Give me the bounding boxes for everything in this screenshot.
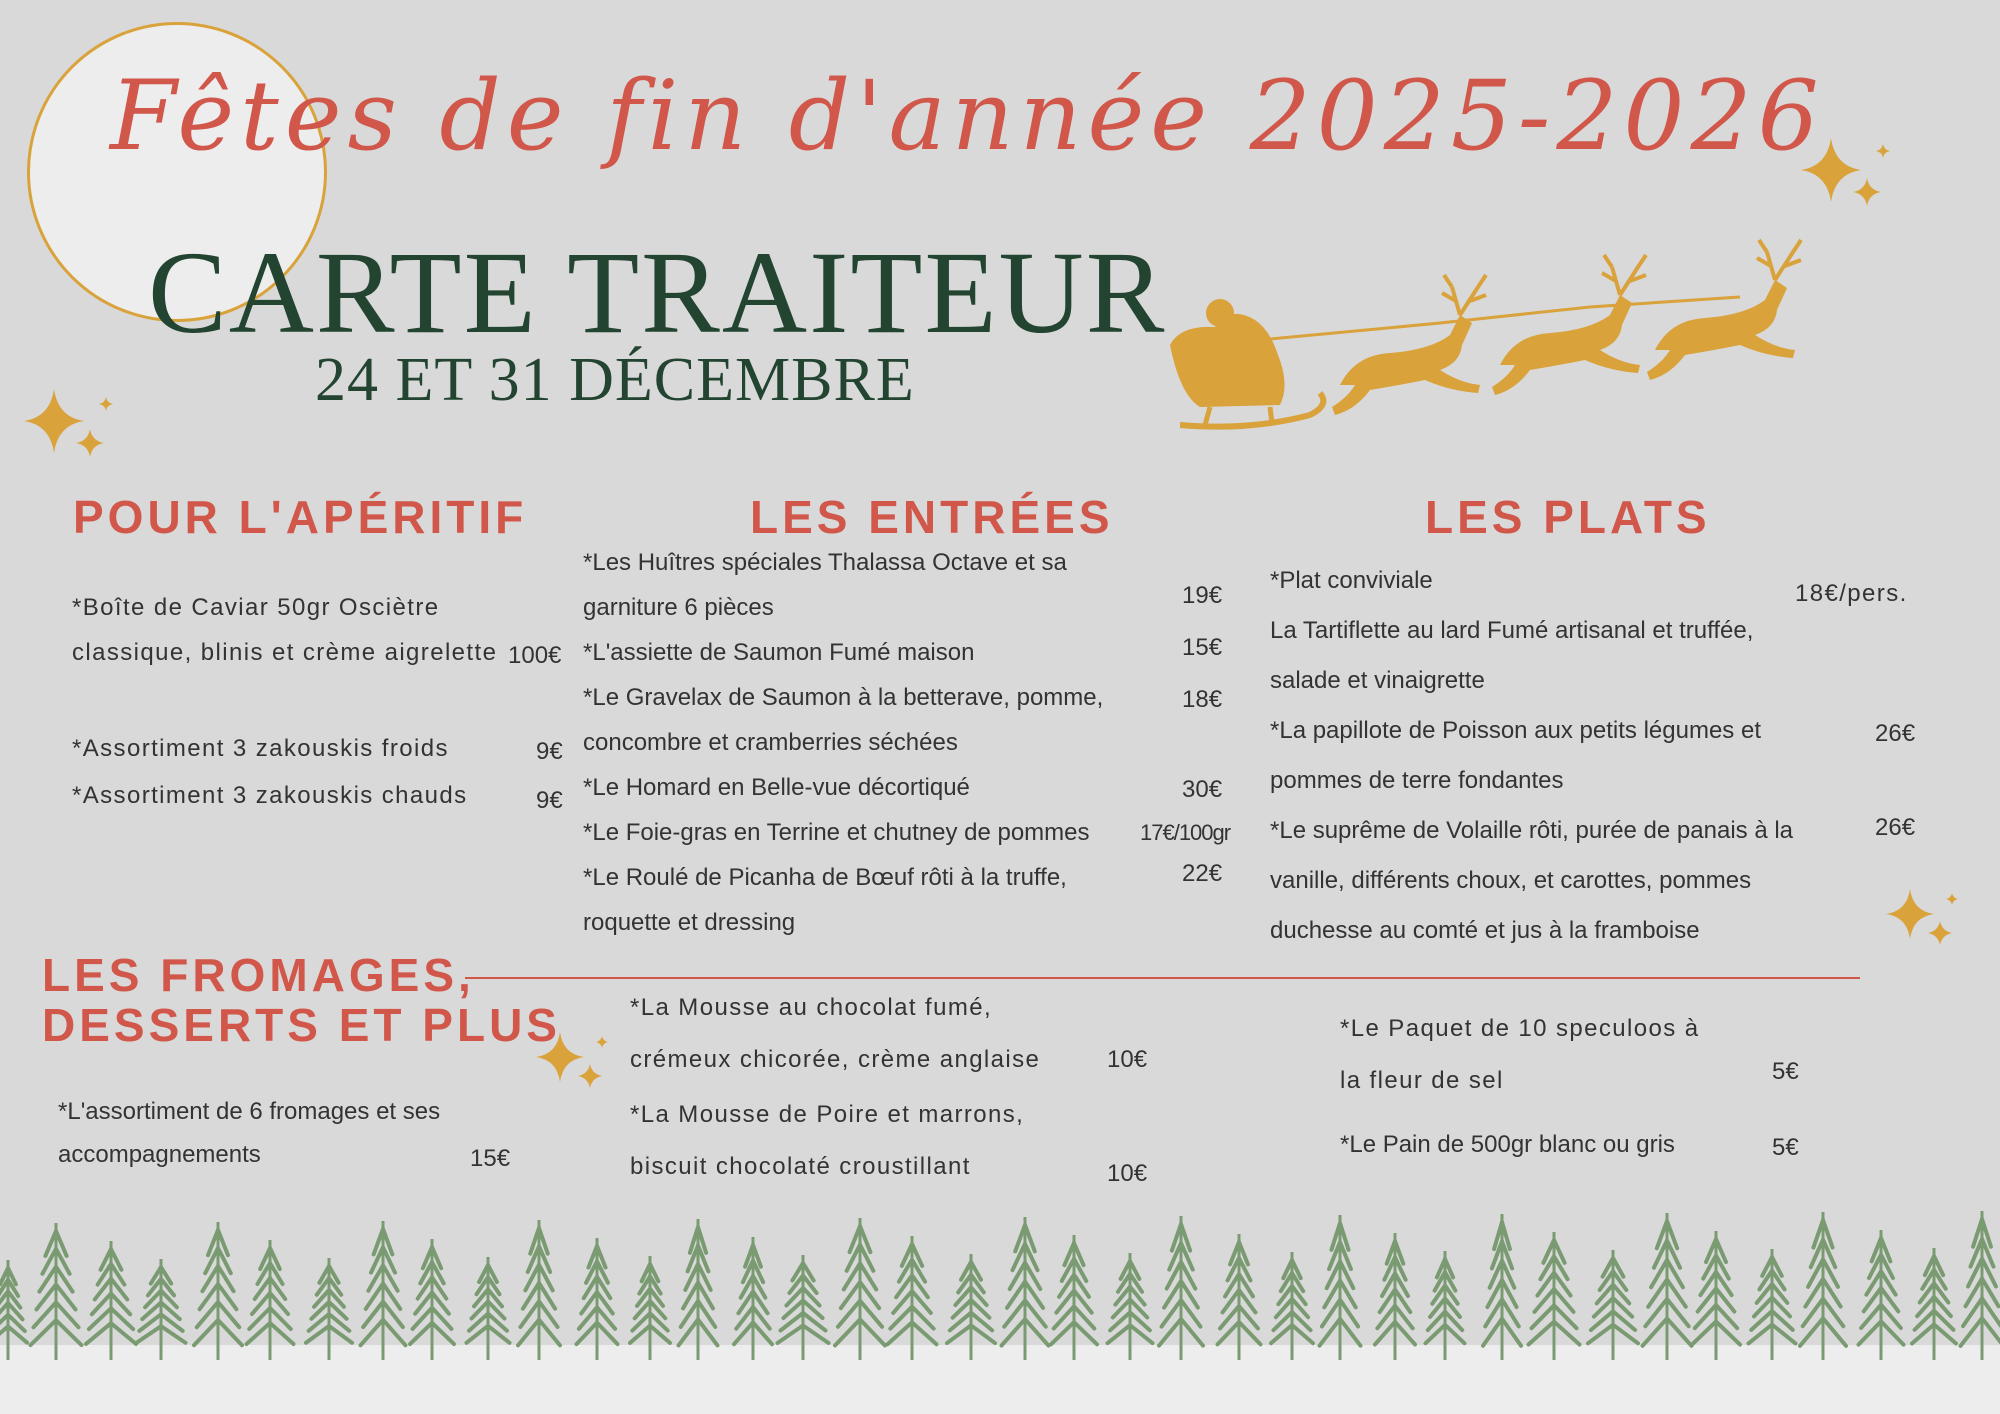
list-item: *Assortiment 3 zakouskis froids xyxy=(72,735,449,762)
pine-tree-icon xyxy=(1859,1230,1904,1360)
pine-tree-icon xyxy=(835,1218,885,1360)
script-title: Fêtes de fin d'année 2025-2026 xyxy=(110,60,1825,172)
pine-tree-icon xyxy=(137,1259,186,1360)
pine-tree-icon xyxy=(1483,1214,1521,1360)
item-price: 10€ xyxy=(1107,1160,1148,1187)
pine-tree-icon xyxy=(518,1220,560,1360)
list-item: *Assortiment 3 zakouskis chauds xyxy=(72,782,468,809)
pine-tree-icon xyxy=(1912,1248,1956,1360)
pine-tree-icon xyxy=(630,1256,670,1360)
pine-tree-icon xyxy=(1375,1233,1415,1360)
item-price: 17€/100gr xyxy=(1140,820,1231,845)
sparkle-icon xyxy=(1882,885,1962,955)
item-price: 9€ xyxy=(536,738,563,765)
list-item: *La Mousse au chocolat fumé, crémeux chicorée, crème anglaise xyxy=(630,994,1041,1073)
pine-tree-icon xyxy=(1749,1249,1796,1360)
pine-tree-icon xyxy=(1159,1216,1203,1360)
pine-tree-icon xyxy=(1271,1252,1313,1360)
pine-tree-icon xyxy=(1218,1234,1261,1360)
entrees-title: LES ENTRÉES xyxy=(750,491,1114,543)
item-price: 19€ xyxy=(1182,582,1223,609)
item-price: 5€ xyxy=(1772,1058,1799,1085)
pine-tree-icon xyxy=(1002,1217,1049,1360)
item-price: 15€ xyxy=(470,1145,511,1172)
section-divider xyxy=(465,977,1860,979)
pine-tree-icon xyxy=(1051,1235,1097,1360)
item-price: 18€/pers. xyxy=(1795,580,1908,607)
pine-tree-icon xyxy=(467,1257,510,1360)
list-item: *Boîte de Caviar 50gr Osciètre classique, blinis et crème aigrelette xyxy=(72,594,498,666)
list-item: *Les Huîtres spéciales Thalassa Octave et sa garniture 6 pièces *L'assiette de Saumon Fumé maison *Le Gravelax de Saumon à la betterave, pomme, concombre et cramberries séchées *Le Homard en Belle-vue décortiqué *Le Foie-gras en Terrine et chutney de pommes *Le Roulé de Picanha de Bœuf rôti à la truffe, roquette et dressing xyxy=(583,549,1104,936)
pine-tree-icon xyxy=(1529,1232,1580,1360)
sparkle-icon xyxy=(1795,130,1895,220)
item-price: 30€ xyxy=(1182,776,1223,803)
pine-tree-icon xyxy=(1426,1251,1465,1360)
item-price: 9€ xyxy=(536,787,563,814)
page-subtitle: 24 ET 31 DÉCEMBRE xyxy=(315,346,915,414)
pine-tree-icon xyxy=(1961,1211,2000,1360)
item-price: 26€ xyxy=(1875,814,1916,841)
list-item: *La Mousse de Poire et marrons, biscuit chocolaté croustillant xyxy=(630,1101,1025,1180)
list-item: *Le Pain de 500gr blanc ou gris xyxy=(1340,1131,1675,1158)
sparkle-icon xyxy=(20,385,120,475)
pine-tree-icon xyxy=(1643,1213,1692,1360)
pine-tree-icon xyxy=(1800,1212,1846,1360)
page-title: CARTE TRAITEUR xyxy=(148,227,1167,358)
item-price: 22€ xyxy=(1182,860,1223,887)
item-price: 15€ xyxy=(1182,634,1223,661)
item-price: 10€ xyxy=(1107,1046,1148,1073)
list-item: *Le Paquet de 10 speculoos à la fleur de sel xyxy=(1340,1015,1700,1094)
pine-tree-icon xyxy=(679,1219,718,1360)
pine-tree-icon xyxy=(410,1239,454,1360)
pine-tree-icon xyxy=(778,1255,829,1360)
pine-tree-icon xyxy=(306,1258,352,1360)
pine-tree-icon xyxy=(0,1260,27,1360)
pine-tree-icon xyxy=(31,1223,82,1360)
plats-title: LES PLATS xyxy=(1425,491,1711,543)
item-price: 18€ xyxy=(1182,686,1223,713)
item-price: 26€ xyxy=(1875,720,1916,747)
list-item: *Plat conviviale La Tartiflette au lard Fumé artisanal et truffée, salade et vinaigrette *La papillote de Poisson aux petits légumes et pommes de terre fondantes *Le suprême de Volaille rôti, purée de panais à la vanille, différents choux, et carottes, pommes duchesse au comté et jus à la framboise xyxy=(1270,567,1794,944)
item-price: 5€ xyxy=(1772,1134,1799,1161)
pine-tree-icon xyxy=(577,1238,618,1360)
pine-tree-icon xyxy=(888,1236,937,1360)
fromages-title: LES FROMAGES, DESSERTS ET PLUS xyxy=(42,949,561,1051)
pine-tree-icon xyxy=(247,1240,294,1360)
pine-tree-icon xyxy=(1588,1250,1638,1360)
aperitif-title: POUR L'APÉRITIF xyxy=(73,491,528,543)
pine-tree-icon xyxy=(86,1241,136,1360)
pine-tree-icon xyxy=(1108,1253,1153,1360)
list-item: *L'assortiment de 6 fromages et ses accompagnements xyxy=(58,1098,441,1168)
pine-tree-icon xyxy=(1320,1215,1361,1360)
pine-tree-icon xyxy=(1692,1231,1740,1360)
santa-sleigh-icon xyxy=(1160,235,1860,460)
item-price: 100€ xyxy=(508,642,562,669)
pine-tree-icon xyxy=(361,1221,406,1360)
pine-tree-icon xyxy=(734,1237,772,1360)
pine-forest xyxy=(0,1185,2000,1360)
pine-tree-icon xyxy=(947,1254,995,1360)
pine-tree-icon xyxy=(194,1222,242,1360)
